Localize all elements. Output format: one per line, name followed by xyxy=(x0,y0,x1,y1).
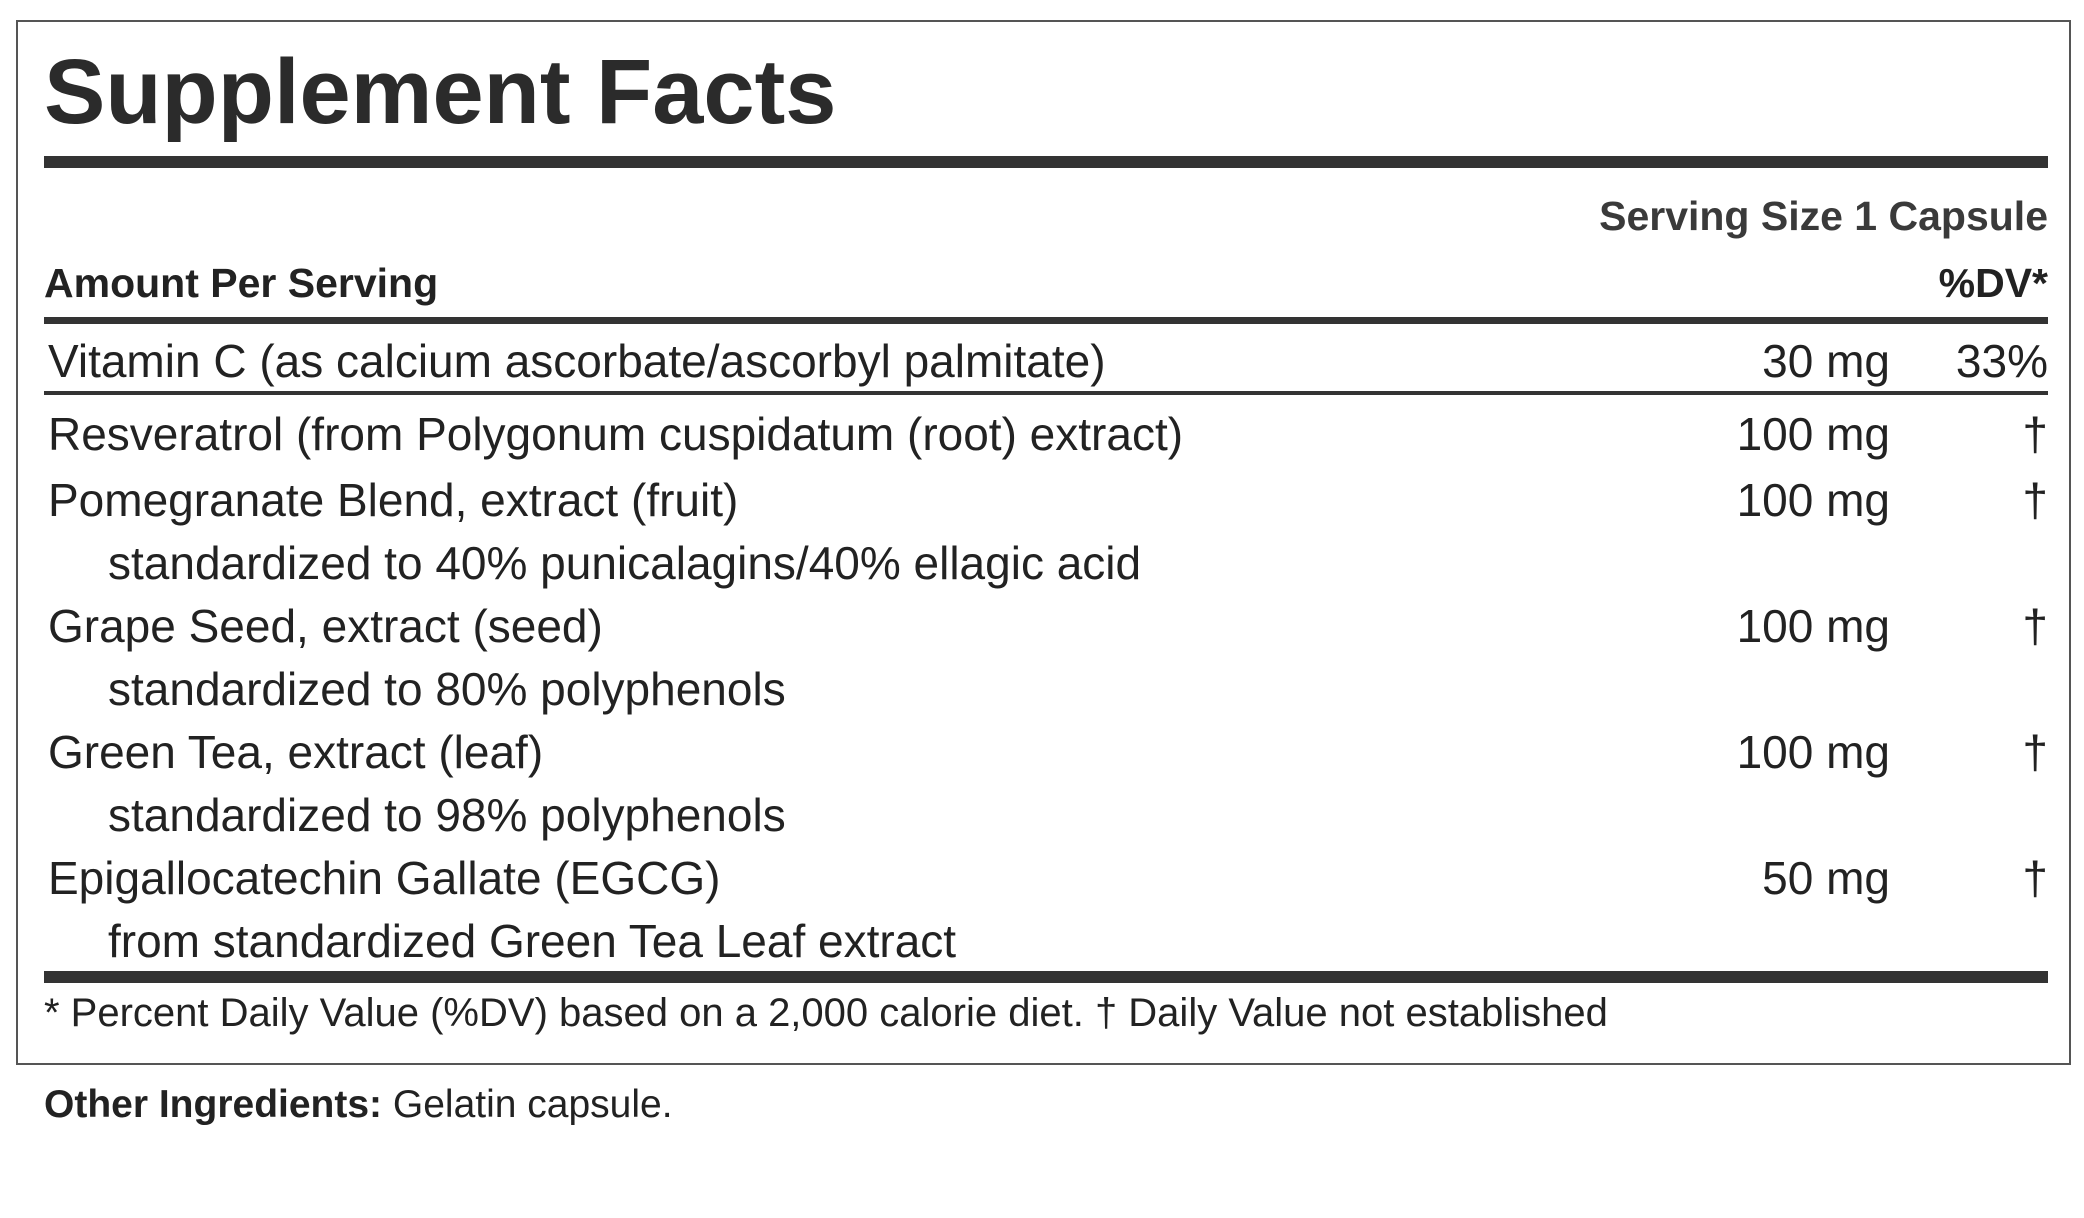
bottom-divider xyxy=(44,971,2048,983)
amount-per-serving-header: Amount Per Serving xyxy=(44,260,439,306)
ingredient-dv: † xyxy=(2022,852,2048,904)
ingredient-dv: † xyxy=(2022,408,2048,460)
panel-title: Supplement Facts xyxy=(44,41,837,143)
ingredient-dv: 33% xyxy=(1955,335,2048,387)
ingredient-amount: 100 mg xyxy=(1736,600,1890,652)
ingredient-amount: 100 mg xyxy=(1736,474,1890,526)
ingredient-amount: 100 mg xyxy=(1736,408,1890,460)
ingredient-name: Pomegranate Blend, extract (fruit) xyxy=(48,474,739,526)
other-ingredients-value: Gelatin capsule. xyxy=(382,1083,673,1126)
ingredient-dv: † xyxy=(2022,600,2048,652)
daily-value-header: %DV* xyxy=(1938,260,2048,306)
ingredient-standardization: standardized to 40% punicalagins/40% ellagic acid xyxy=(108,537,1142,589)
other-ingredients xyxy=(44,1085,673,1124)
ingredient-name: Resveratrol (from Polygonum cuspidatum (root) extract) xyxy=(48,408,1184,460)
vitamin-divider xyxy=(44,391,2048,395)
other-ingredients-label: Other Ingredients: xyxy=(44,1083,383,1126)
ingredient-dv: † xyxy=(2022,474,2048,526)
title-divider xyxy=(44,156,2048,168)
ingredient-standardization: standardized to 98% polyphenols xyxy=(108,789,786,841)
ingredient-amount: 30 mg xyxy=(1762,335,1890,387)
ingredient-dv: † xyxy=(2022,726,2048,778)
ingredient-name: Epigallocatechin Gallate (EGCG) xyxy=(48,852,721,904)
ingredient-name: Grape Seed, extract (seed) xyxy=(48,600,603,652)
ingredient-amount: 100 mg xyxy=(1736,726,1890,778)
daily-value-footnote: * Percent Daily Value (%DV) based on a 2,000 calorie diet. † Daily Value not established xyxy=(44,991,1608,1035)
serving-size: Serving Size 1 Capsule xyxy=(1599,193,2048,239)
ingredient-name: Green Tea, extract (leaf) xyxy=(48,726,544,778)
header-divider xyxy=(44,317,2048,324)
ingredient-standardization: standardized to 80% polyphenols xyxy=(108,663,786,715)
ingredient-name: Vitamin C (as calcium ascorbate/ascorbyl palmitate) xyxy=(48,335,1106,387)
ingredient-standardization: from standardized Green Tea Leaf extract xyxy=(108,915,957,967)
ingredient-amount: 50 mg xyxy=(1762,852,1890,904)
